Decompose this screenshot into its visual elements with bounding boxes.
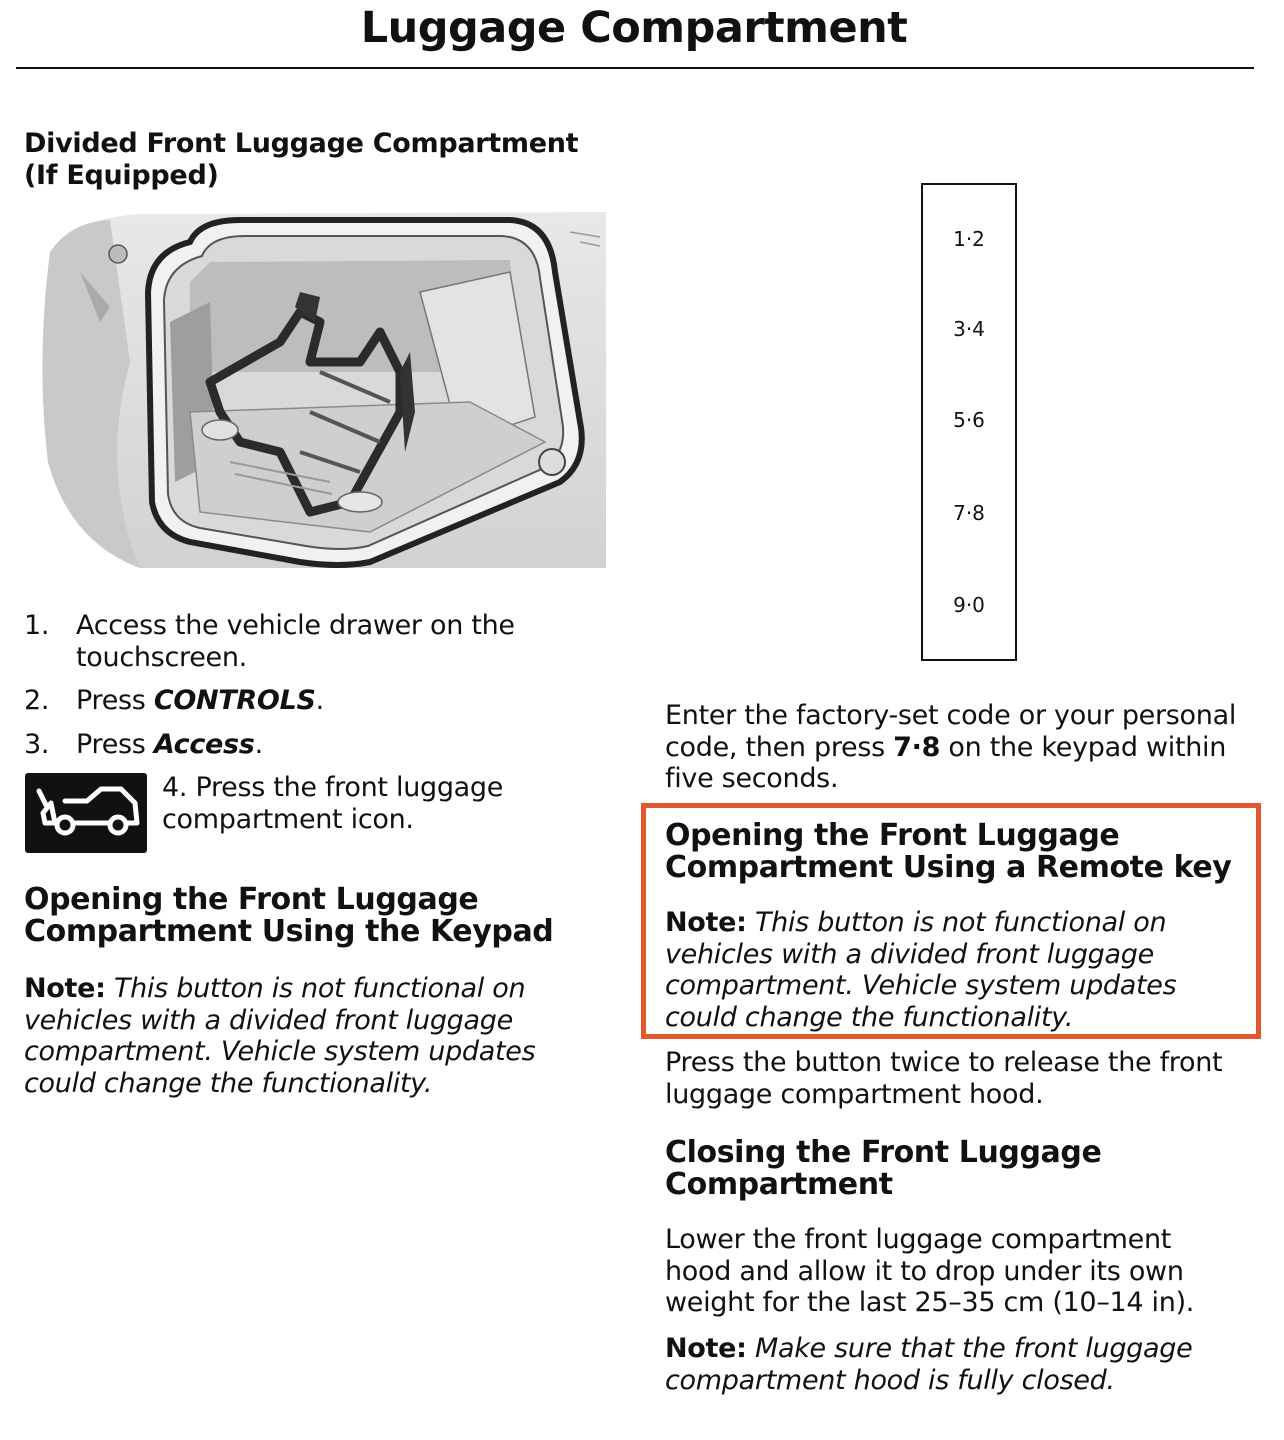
keypad-diagram <box>921 183 1017 661</box>
press-twice-text: Press the button twice to release the front luggage compartment hood. <box>665 1047 1223 1110</box>
step-text <box>76 685 584 717</box>
remote-key-heading: Opening the Front Luggage Compartment Using a Remote key <box>665 818 1232 885</box>
keypad-key: 7·8 <box>953 501 985 525</box>
keypad-key: 9·0 <box>953 593 985 617</box>
keypad-key: 1·2 <box>953 227 985 251</box>
step-number: 1. <box>24 610 50 641</box>
list-item <box>24 610 584 673</box>
remote-key-note <box>665 907 1245 1033</box>
keypad-key: 5·6 <box>953 408 985 432</box>
note-text: Make sure that the front luggage compartment hood is fully closed. <box>665 1333 1193 1396</box>
keypad-key: 3·4 <box>953 317 985 341</box>
step-number: 3. <box>24 728 50 760</box>
closing-text: Lower the front luggage compartment hood and allow it to drop under its own weight for the last 25–35 cm (10–14 in). <box>665 1224 1195 1318</box>
step-text <box>76 729 584 761</box>
closing-note <box>665 1333 1245 1396</box>
controls-emphasis: CONTROLS <box>153 685 316 716</box>
note-label: Note: <box>665 1333 747 1364</box>
front-luggage-compartment-illustration <box>40 212 606 568</box>
note-label: Note: <box>665 907 747 938</box>
divided-compartment-heading: Divided Front Luggage Compartment (If Equipped) <box>24 128 579 191</box>
step-suffix: . <box>254 728 263 760</box>
access-emphasis: Access <box>153 728 255 760</box>
enter-code-key: 7·8 <box>893 731 941 763</box>
title-divider <box>16 67 1254 69</box>
step-suffix: . <box>315 685 324 716</box>
list-item <box>24 729 584 761</box>
step-4-text: 4. Press the front luggage compartment icon. <box>162 772 504 835</box>
page-title: Luggage Compartment <box>360 3 908 53</box>
closing-heading: Closing the Front Luggage Compartment <box>665 1135 1102 1202</box>
note-label: Note: <box>24 973 106 1004</box>
note-text: This button is not functional on vehicles with a divided front luggage compartment. Vehicle system updates could change the functionality. <box>665 907 1177 1033</box>
list-item <box>24 685 584 717</box>
keypad-note <box>24 973 584 1099</box>
frunk-open-icon <box>25 773 147 853</box>
step-prefix: Press <box>76 728 154 760</box>
steps-list <box>24 610 584 772</box>
note-text: This button is not functional on vehicles with a divided front luggage compartment. Vehicle system updates could change the functionality. <box>24 973 536 1099</box>
enter-code-pre: Enter the factory-set code or your personal code, then press <box>665 700 1237 763</box>
step-prefix: Press <box>76 685 154 716</box>
keypad-heading: Opening the Front Luggage Compartment Using the Keypad <box>24 882 554 949</box>
step-number: 2. <box>24 685 50 716</box>
enter-code-post: on the keypad within five seconds. <box>665 731 1227 794</box>
step-text: Access the vehicle drawer on the touchscreen. <box>76 610 515 673</box>
enter-code-text <box>665 700 1265 795</box>
